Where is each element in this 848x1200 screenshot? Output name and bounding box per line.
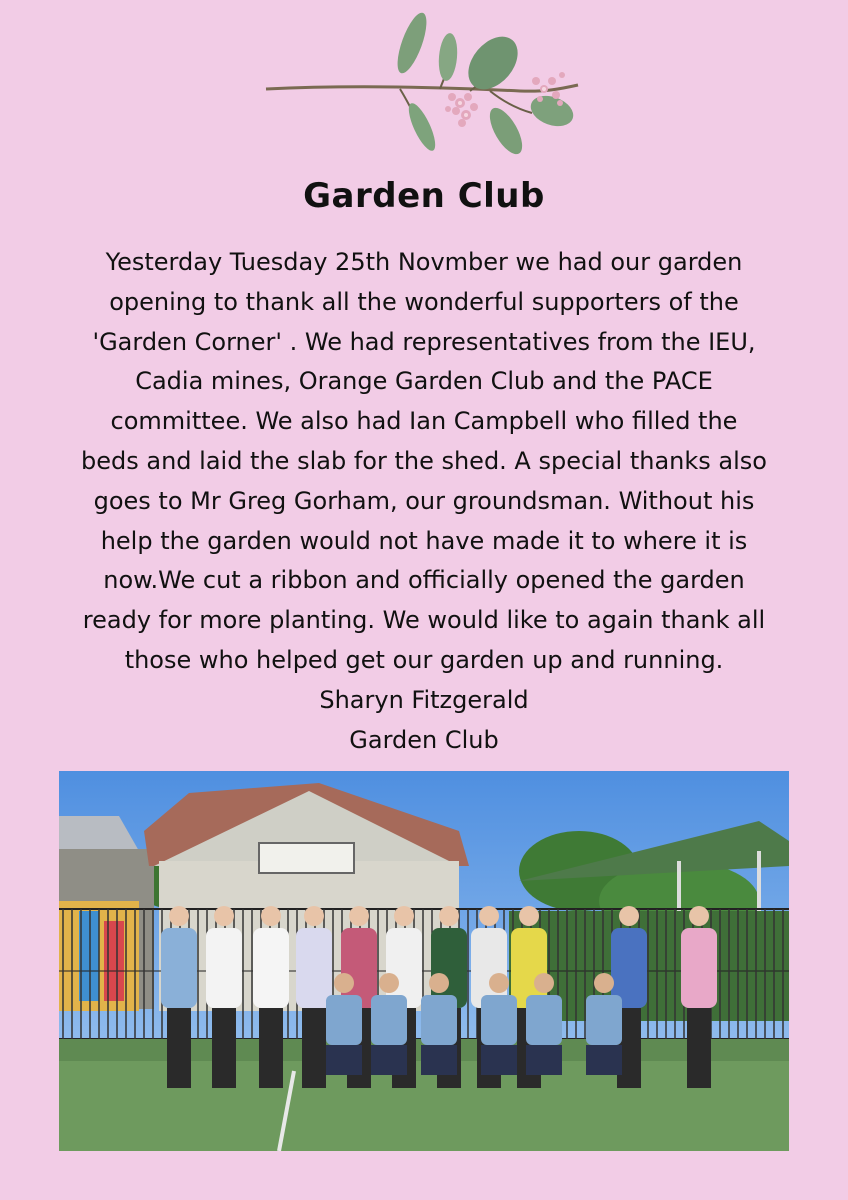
page-title: Garden Club [303,176,545,216]
article-body [22,243,826,760]
body-line: goes to Mr Greg Gorham, our groundsman. Without his [93,486,755,515]
body-line: help the garden would not have made it to where it is [100,526,748,555]
eucalyptus-sprig-illustration [260,5,590,165]
body-line: Cadia mines, Orange Garden Club and the PACE [135,367,713,396]
body-line: 'Garden Corner' . We had representatives from the IEU, [92,327,756,356]
body-line: committee. We also had Ian Campbell who filled the [110,407,738,436]
signature-org: Garden Club [349,725,499,754]
body-line: beds and laid the slab for the shed. A special thanks also [81,446,767,475]
group-photo [59,771,789,1151]
body-line: now.We cut a ribbon and officially opened the garden [103,566,745,595]
body-line: Yesterday Tuesday 25th Novmber we had our garden [105,248,743,276]
body-line: ready for more planting. We would like to again thank all [82,606,766,635]
body-line: opening to thank all the wonderful supporters of the [109,287,739,316]
signature-name: Sharyn Fitzgerald [319,685,529,714]
body-line: those who helped get our garden up and running. [124,645,724,674]
